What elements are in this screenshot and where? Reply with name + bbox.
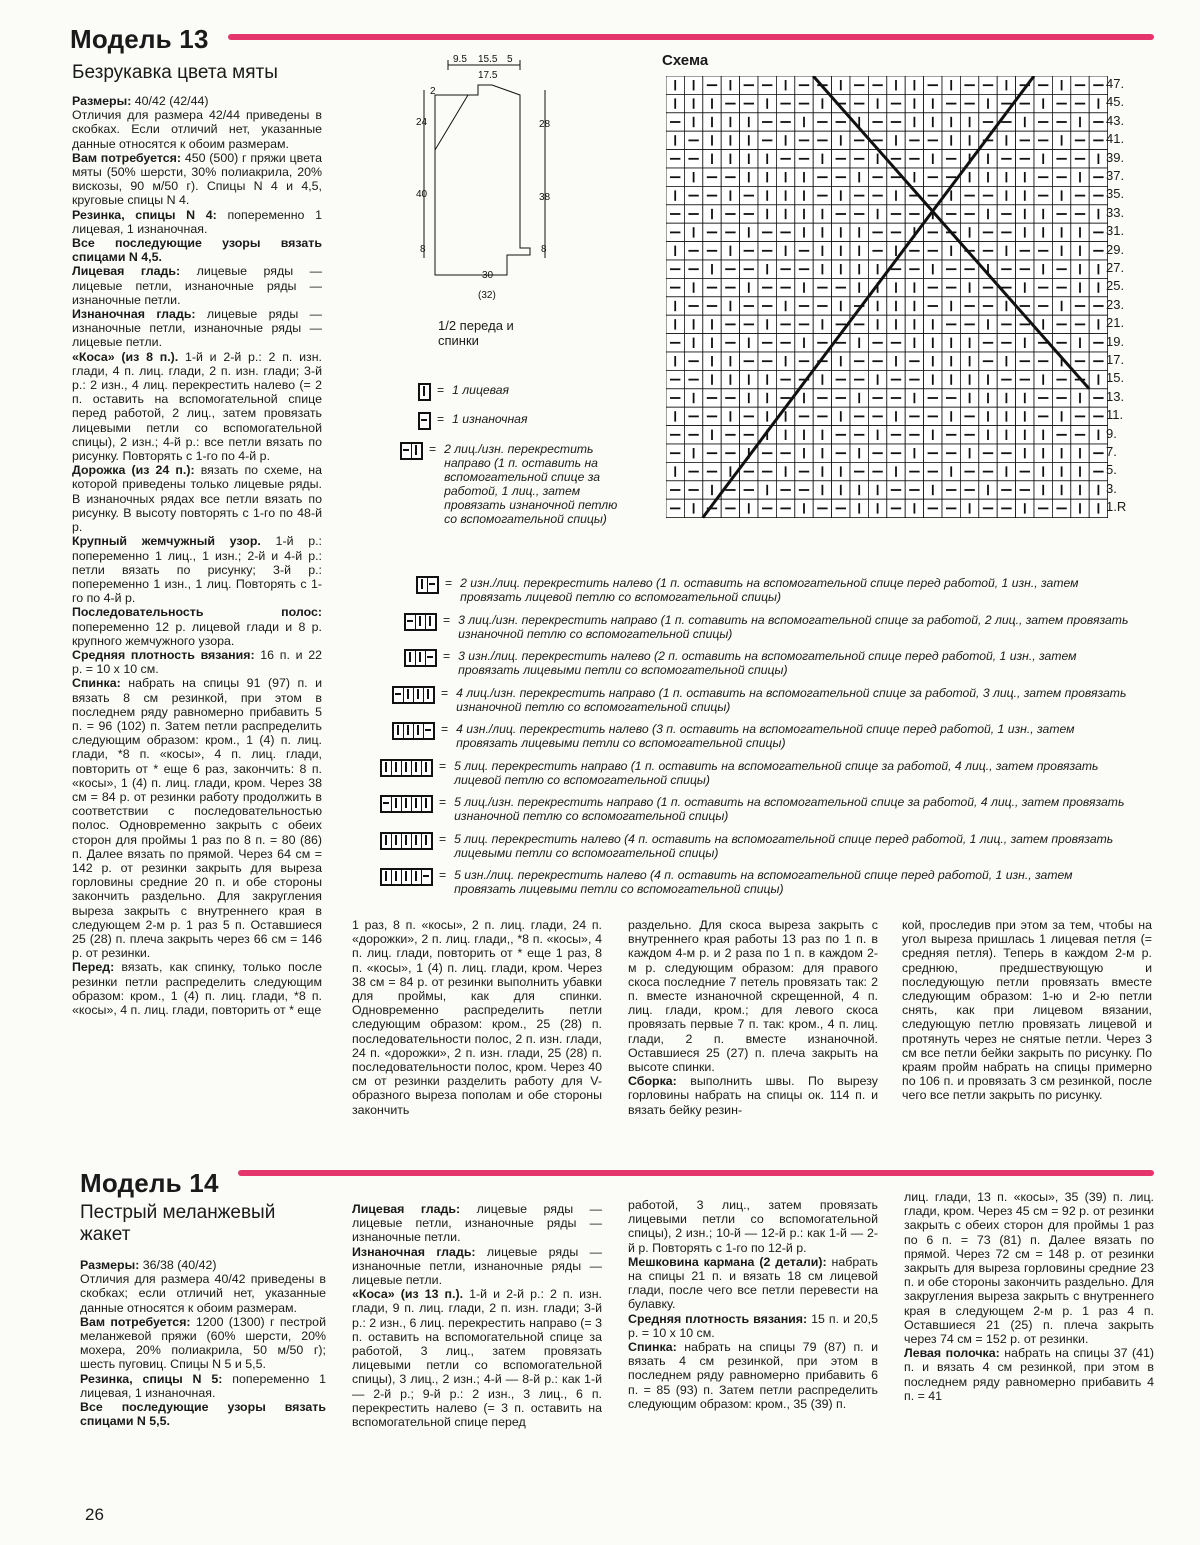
paragraph (72, 264, 322, 307)
paragraph-text: лицевые ряды — изнаночные петли, изнаночные ряды — лицевые петли. (72, 307, 322, 350)
paragraph-text: 1-й и 2-й р.: 2 п. изн. глади, 9 п. лиц. глади, 2 п. изн. глади; 3-й р.: 2 изн., 6 лиц. перекрестить направо (= 3 п. оставить на вспомогательной спице за работой, 3 лиц., затем провязать лицевыми петли со вспомогательной спицы), 3 лиц., 2 изн.; 4-й — 8-й р.: как 1-й — 2-й р.; 9-й р.: 2 изн., 3 лиц., 6 п. перекрестить налево (= 3 п. оставить на вспомогательной спице перед (352, 1287, 602, 1430)
model14-column-1 (80, 1258, 326, 1428)
legend-equals: = (443, 612, 451, 627)
legend-text: 3 лиц./изн. перекрестить направо (1 п. сотавить на вспомогательной спице за работой, 2 лиц., затем провязать изнаночной петлю со вспомогательной спицы) (458, 612, 1129, 641)
model13-column-4 (902, 918, 1152, 1103)
chart-row-label: 19. (1106, 333, 1125, 349)
chart-row-label: 17. (1106, 352, 1125, 367)
legend-item (392, 686, 1152, 714)
paragraph (628, 1198, 878, 1255)
schematic-neckline (435, 95, 468, 150)
legend-symbol-icon (392, 722, 435, 740)
paragraph-lead: Левая полочка: (904, 1346, 1000, 1361)
chart-row-label: 3. (1106, 480, 1117, 496)
paragraph (80, 1372, 326, 1400)
legend-item (416, 576, 1152, 604)
paragraph (72, 208, 322, 236)
paragraph-lead: Перед: (72, 960, 115, 975)
legend-symbol-icon (380, 832, 433, 850)
legend-symbol-icon (380, 759, 433, 777)
legend-text: 1 лицевая (452, 383, 510, 397)
model13-title: Модель 13 (70, 24, 209, 54)
paragraph (72, 151, 322, 208)
paragraph-lead: Средняя плотность вязания: (72, 647, 255, 662)
legend-item (392, 722, 1152, 750)
chart-row-label: 7. (1106, 444, 1117, 459)
legend-item (380, 868, 1152, 896)
legend-equals: = (437, 412, 445, 426)
paragraph (904, 1190, 1154, 1346)
paragraph-lead: Мешковина кармана (2 детали): (628, 1254, 827, 1269)
paragraph-lead: Средняя плотность вязания: (628, 1311, 808, 1326)
paragraph (80, 1272, 326, 1315)
paragraph-text: набрать на спицы 79 (87) п. и вязать 4 см резинкой, при этом в последнем ряду равномерно прибавить 6 п. = 85 (93) п. Затем петли распределить следующим образом: кром., 35 (39) п. (628, 1340, 878, 1411)
model13-subtitle: Безрукавка цвета мяты (72, 62, 278, 83)
dim-left-4: 8 (420, 244, 426, 255)
paragraph-text: лицевые ряды — лицевые петли, изнаночные ряды — изнаночные петли. (72, 264, 322, 307)
legend-equals: = (445, 576, 453, 590)
paragraph-lead: Размеры: (72, 94, 132, 108)
legend-equals: = (441, 722, 449, 736)
chart-row-label: 45. (1106, 94, 1125, 110)
paragraph-text: набрать на спицы 37 (41) п. и вязать 4 см резинкой, при этом в последнем ряду равномерно прибавить 4 п. = 41 (904, 1346, 1154, 1403)
legend-symbol-icon (416, 576, 439, 594)
dim-top-1: 9.5 (453, 54, 467, 65)
legend-symbol-icon (418, 383, 431, 401)
paragraph (628, 1312, 878, 1340)
paragraph-text: 450 (500) г пряжи цвета мяты (50% шерсти, 30% полиакрила, 20% вискозы, 90 м/50 г). Спицы N 4 и 4,5, круговые спицы N 4. (72, 150, 322, 208)
legend-item (380, 759, 1152, 787)
header-rule-2 (238, 1170, 1154, 1176)
legend-text: 4 изн./лиц. перекрестить налево (3 п. оставить на вспомогательной спице перед работой, 1 изн., затем провязать лицевыми петли со вспомогательной спицы) (456, 722, 1075, 750)
legend-symbol-icon (404, 613, 437, 631)
paragraph (628, 1074, 878, 1117)
paragraph (352, 1202, 602, 1245)
legend-symbol-icon (404, 649, 437, 667)
legend-text: 2 лиц./изн. перекрестить направо (1 п. оставить на вспомогательной спице за работой, 1 лиц., затем провязать изнаночной петлю со вспомогательной спицы) (444, 442, 618, 526)
chart-row-label: 27. (1106, 260, 1125, 275)
chart-row-label: 25. (1106, 278, 1125, 294)
legend-symbol-icon (392, 686, 435, 704)
dim-right-1: 28 (539, 119, 551, 130)
legend-equals: = (439, 868, 447, 882)
legend-equals: = (439, 831, 447, 846)
paragraph-text: попеременно 1 лицевая, 1 изнаночная. (80, 1371, 326, 1400)
page-number: 26 (85, 1505, 104, 1524)
legend-symbol-icon (380, 868, 433, 886)
paragraph-lead: Спинка: (72, 676, 121, 691)
legend-equals: = (443, 649, 451, 663)
legend-equals: = (437, 383, 445, 397)
legend-item (404, 649, 1152, 677)
legend-item (418, 412, 618, 430)
paragraph (72, 108, 322, 151)
chart-row-label: 41. (1106, 131, 1125, 147)
paragraph (72, 236, 322, 264)
paragraph-lead: Последовательность полос: (72, 605, 322, 620)
dim-top-2: 15.5 (478, 54, 498, 65)
paragraph (628, 918, 878, 1074)
chart-row-label: 43. (1106, 112, 1125, 128)
paragraph-lead: Дорожка (из 24 п.): (72, 463, 195, 478)
paragraph-lead: Сборка: (628, 1074, 677, 1089)
legend-text: 1 изнаночная (452, 412, 528, 426)
legend-text: 5 лиц. перекрестить налево (4 п. оставить на вспомогательной спице перед работой, 1 лиц., затем провязать лицевыми петли со вспомогательной спицы) (454, 831, 1114, 860)
chart-row-label: 1.R (1106, 499, 1127, 515)
chart-row-label: 35. (1106, 186, 1125, 202)
model14-subtitle: Пестрый меланжевый жакет (80, 1202, 276, 1245)
paragraph-lead: Спинка: (628, 1340, 677, 1355)
paragraph-text: 16 п. и 22 р. = 10 х 10 см. (72, 647, 322, 677)
paragraph-text: лицевые ряды — лицевые петли, изнаночные ряды — изнаночные петли. (352, 1202, 602, 1245)
model14-column-4 (904, 1190, 1154, 1403)
legend-symbol-icon (380, 795, 433, 813)
paragraph (72, 350, 322, 464)
paragraph-text: набрать на спицы 21 п. и вязать 18 см лицевой глади, после чего все петли перевести на булавку. (628, 1254, 878, 1312)
paragraph-text: 1200 (1300) г пестрой меланжевой пряжи (60% шерсти, 20% мохера, 20% полиакрила, 50 м/50 г); шесть пуговиц. Спицы N 5 и 5,5. (80, 1314, 326, 1372)
paragraph-text: 1-й и 2-й р.: 2 п. изн. глади, 4 п. лиц. глади, 2 п. изн. глади; 3-й р.: 2 изн., 4 лиц. перекрестить налево (= 2 п. оставить на вспомогательной спице перед работой, 2 лиц., затем провязать лицевыми петли со вспомогательной спицы), 2 изн.; 4-й р.: все петли вязать по рисунку. Повторять с 1-го по 4-й р. (72, 349, 322, 464)
dim-left-1: 2 (430, 86, 436, 97)
model14-title: Модель 14 (80, 1168, 219, 1198)
paragraph (80, 1258, 326, 1272)
paragraph-text: работой, 3 лиц., затем провязать лицевыми петли со вспомогательной спицы), 2 изн.; 10-й — 12-й р.: как 1-й — 2-й р. Повторять с 1-го по 12-й р. (628, 1198, 878, 1255)
paragraph-lead: Резинка, спицы N 5: (80, 1371, 223, 1386)
paragraph-lead: Изнаночная гладь: (352, 1244, 476, 1259)
paragraph (72, 676, 322, 960)
paragraph-lead: Лицевая гладь: (352, 1202, 461, 1216)
paragraph-lead: Вам потребуется: (80, 1314, 191, 1329)
stitch-chart (666, 76, 1108, 520)
model13-column-3 (628, 918, 878, 1117)
legend-item (380, 795, 1152, 823)
model14-column-2 (352, 1202, 602, 1429)
legend-text: 4 лиц./изн. перекрестить направо (1 п. оставить на вспомогательной спице за работой, 3 лиц., затем провязать изнаночной петлю со вспомогательной спицы) (456, 685, 1127, 714)
paragraph-text: 36/38 (40/42) (139, 1258, 217, 1272)
dim-top-3: 5 (507, 54, 513, 65)
legend-text: 3 изн./лиц. перекрестить налево (2 п. оставить на вспомогательной спице перед работой, 1 изн., затем провязать лицевыми петли со вспомогательной спицы) (458, 649, 1077, 677)
dim-right-3: 8 (541, 244, 547, 255)
schematic-caption: 1/2 переда и спинки (438, 318, 514, 348)
paragraph (80, 1400, 326, 1428)
paragraph-text: Отличия для размера 40/42 приведены в скобках; если отличий нет, указанные данные относятся к обоим размерам. (80, 1272, 326, 1315)
dim-left-3: 40 (416, 189, 428, 200)
paragraph (72, 94, 322, 108)
legend-equals: = (429, 442, 437, 456)
chart-row-label: 15. (1106, 370, 1125, 386)
paragraph-lead: Изнаночная гладь: (72, 307, 196, 322)
model13-column-1 (72, 94, 322, 1017)
paragraph (72, 648, 322, 676)
chart-row-label: 13. (1106, 388, 1125, 404)
chart-title: Схема (662, 52, 709, 69)
chart-row-label: 39. (1106, 149, 1125, 165)
schematic-outline (435, 85, 530, 275)
paragraph-lead: Резинка, спицы N 4: (72, 207, 217, 222)
paragraph-text: 1-й р.: попеременно 1 лиц., 1 изн.; 2-й и 4-й р.: петли вязать по рисунку; 3-й р.: попеременно 1 изн., 1 лиц. Повторять с 1-го по 4-й р. (72, 534, 322, 606)
paragraph (628, 1255, 878, 1312)
paragraph-text: выполнить швы. По вырезу горловины набрать на спицы ок. 114 п. и вязать бейку резин- (628, 1074, 878, 1117)
paragraph-lead: Размеры: (80, 1258, 140, 1272)
paragraph-text: попеременно 1 лицевая, 1 изнаночная. (72, 207, 322, 236)
paragraph (904, 1346, 1154, 1403)
chart-row-label: 5. (1106, 462, 1117, 478)
paragraph (72, 534, 322, 605)
paragraph (352, 1287, 602, 1429)
model13-column-2 (352, 918, 602, 1117)
chart-row-label: 29. (1106, 241, 1125, 257)
paragraph-text: лиц. глади, 13 п. «косы», 35 (39) п. лиц. глади, кром. Через 45 см = 92 р. от резинки закрыть с обеих сторон для проймы 1 раз по 6 п. = 73 (81) п. Далее вязать по прямой. Через 72 см = 148 р. от резинки закрыть для выреза горловины средние 23 п. и обе стороны закончить раздельно. Для закругления выреза закрыть с внутреннего края в следующем 2-м р. 1 раз 4 п. Оставшиеся 21 (25) п. плеча закрыть через 74 см = 152 р. от резинки. (904, 1190, 1154, 1347)
legend-symbol-icon (418, 412, 431, 430)
header-rule (228, 34, 1154, 40)
legend-text: 5 изн./лиц. перекрестить налево (4 п. оставить на вспомогательной спице перед работой, 1 изн., затем провязать лицевыми петли со вспомогательной спицы) (454, 868, 1073, 896)
legend-equals: = (439, 795, 447, 809)
paragraph-text: Отличия для размера 42/44 приведены в скобках. Если отличий нет, указанные данные относятся к обоим размерам. (72, 108, 322, 151)
legend-text: 2 изн./лиц. перекрестить налево (1 п. оставить на вспомогательной спице перед работой, 1 изн., затем провязать лицевой петлю со вспомогательной спицы) (460, 576, 1079, 604)
paragraph (628, 1340, 878, 1411)
legend-equals: = (439, 758, 447, 773)
paragraph-text: набрать на спицы 91 (97) п. и вязать 8 см резинкой, при этом в последнем ряду равномерно прибавить 5 п. = 96 (102) п. Затем петли распределить следующим образом: кром., 1 (4) п. лиц. глади, *8 п. «косы», 4 п. лиц. глади, повторить от * еще 6 раз, закончить: 8 п. «косы», 1 (4) п. лиц. глади, кром. Через 38 см = 84 р. от резинки работу продолжить в соответствии с последовательностью полос. Одновременно закрыть с обеих сторон для проймы 1 раз по 8 п. = 80 (86) п. Далее вязать по прямой. Через 64 см = 142 р. от резинки закрыть для выреза горловины средние 20 п. и обе стороны закончить раздельно. Для закругления выреза закрыть с внутреннего края в следующем 2-м р. 1 раз 5 п. Оставшиеся 25 (28) п. плеча закрыть через 66 см = 146 р. от резинки. (72, 676, 322, 961)
dim-right-2: 38 (539, 192, 551, 203)
paragraph-lead: «Коса» (из 13 п.). (352, 1287, 464, 1302)
chart-row-label: 31. (1106, 223, 1125, 239)
paragraph-lead: Все последующие узоры вязать спицами N 4,5. (72, 236, 322, 265)
model13-col2-text: 1 раз, 8 п. «косы», 2 п. лиц. глади, 24 п. «дорожки», 2 п. лиц. глади,, *8 п. «косы», 4 п. лиц. глади, повторить от * еще 1 раз, 8 п. «косы», 1 (4) п. лиц. глади, кром. Через 38 см = 84 р. от резинки выполнить убавки для проймы, как для спинки. Одновременно распределить петли следующим образом: кром., 25 (28) п. последовательности полос, 2 п. изн. глади, 24 п. «дорожки», 2 п. изн. глади, 25 (28) п. последовательности полос, кром. Через 40 см от резинки разделить работу для V-образного выреза пополам и обе стороны закончить (352, 918, 602, 1117)
garment-schematic (400, 50, 580, 350)
legend-text: 5 лиц. перекрестить направо (1 п. оставить на вспомогательной спице за работой, 4 лиц., затем провязать лицевой петлю со вспомогательной спицы) (454, 758, 1099, 787)
chart-row-label: 37. (1106, 168, 1125, 183)
model14-column-3 (628, 1198, 878, 1411)
paragraph-lead: «Коса» (из 8 п.). (72, 349, 179, 364)
chart-row-label: 9. (1106, 425, 1117, 441)
paragraph (72, 463, 322, 534)
legend-symbol-icon (400, 442, 423, 460)
legend-item (404, 613, 1152, 641)
dim-top-4: 17.5 (478, 70, 498, 81)
chart-row-label: 47. (1106, 76, 1125, 91)
paragraph-text: вязать по схеме, на которой приведены только лицевые ряды. В изнаночных рядах все петли вязать по рисунку. В высоту повторять с 1-го по 48-й р. (72, 463, 323, 535)
paragraph (352, 1245, 602, 1288)
paragraph-text: раздельно. Для скоса выреза закрыть с внутреннего края работы 13 раз по 1 п. в каждом 4-м р. и 2 раза по 1 п. в каждом 2-м р. следующим образом: для правого скоса последние 7 петель провязать так: 2 п. вместе изнаночной скрещенной, 4 п. лиц. глади, кром.; для левого скоса провязать первые 7 п. так: кром., 4 п. лиц. глади, 2 п. вместе изнаночной. Оставшиеся 25 (27) п. плеча закрыть на высоте спинки. (628, 918, 878, 1075)
chart-row-label: 11. (1106, 407, 1124, 423)
paragraph-lead: Все последующие узоры вязать спицами N 5,5. (80, 1400, 326, 1429)
paragraph (72, 605, 322, 648)
legend-text: 5 лиц./изн. перекрестить направо (1 п. оставить на вспомогательной спице за работой, 4 лиц., затем провязать изнаночной петлю со вспомогательной спицы) (454, 795, 1125, 823)
paragraph (80, 1315, 326, 1372)
paragraph-text: 40/42 (42/44) (131, 94, 209, 108)
dim-bottom-2: (32) (478, 290, 496, 301)
paragraph (72, 307, 322, 350)
dim-left-2: 24 (416, 117, 428, 128)
paragraph-text: вязать, как спинку, только после резинки петли распределить следующим образом: кром., 1 (4) п. лиц. глади, *8 п. «косы», 4 п. лиц. глади, повторить от * еще (72, 960, 322, 1017)
model13-col4-text: кой, проследив при этом за тем, чтобы на угол выреза пришлась 1 лицевая петля (= средняя петля). Теперь в каждом 2-м р. среднюю, предшествующую и последующую петли провязать вместе следующим образом: 1-ю и 2-ю петли снять, как при лицевом вязании, следующую петлю провязать лицевой и протянуть через не снятые петли. Через 3 см все петли бейки закрыть по рисунку. По краям пройм набрать на спицы примерно по 106 п. и провязать 3 см резинкой, после чего все петли закрыть по рисунку. (902, 918, 1152, 1103)
chart-row-label: 21. (1106, 315, 1125, 331)
paragraph-text: 15 п. и 20,5 р. = 10 х 10 см. (628, 1311, 878, 1340)
paragraph-lead: Вам потребуется: (72, 150, 182, 165)
legend-item (380, 832, 1152, 860)
paragraph-lead: Крупный жемчужный узор. (72, 534, 261, 549)
paragraph-lead: Лицевая гладь: (72, 264, 181, 279)
legend-item (418, 383, 618, 401)
dim-bottom-1: 30 (482, 270, 494, 281)
chart-row-label: 23. (1106, 296, 1125, 312)
legend-equals: = (441, 685, 449, 700)
paragraph-text: лицевые ряды — изнаночные петли, изнаночные ряды — лицевые петли. (352, 1244, 602, 1288)
legend-item (400, 442, 640, 526)
paragraph-text: попеременно 12 р. лицевой глади и 8 р. крупного жемчужного узора. (72, 619, 322, 648)
chart-row-label: 33. (1106, 204, 1125, 220)
paragraph (72, 960, 322, 1017)
